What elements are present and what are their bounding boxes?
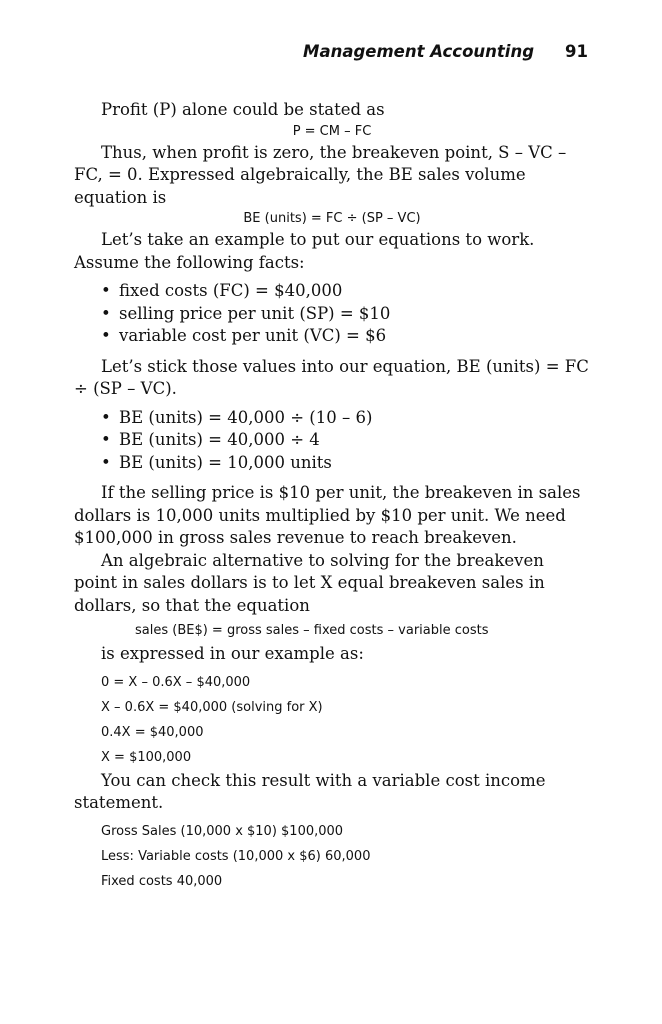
list-item: • BE (units) = 40,000 ÷ (10 – 6) (101, 407, 590, 430)
paragraph: is expressed in our example as: (101, 644, 364, 663)
paragraph: Let’s stick those values into our equation, BE (units) = FC ÷ (SP – VC). (74, 356, 589, 398)
algebra-line: 0 = X – 0.6X – $40,000 (101, 674, 251, 690)
income-line: Fixed costs 40,000 (101, 873, 223, 889)
list-item: • BE (units) = 40,000 ÷ 4 (101, 429, 590, 452)
algebra-steps (74, 670, 590, 770)
income-line: Gross Sales (10,000 x $10) $100,000 (101, 823, 344, 839)
algebra-line: X = $100,000 (101, 749, 192, 765)
algebra-line: X – 0.6X = $40,000 (solving for X) (101, 699, 323, 715)
running-header (0, 42, 662, 66)
paragraph: Thus, when profit is zero, the breakeven point, S – VC – FC, = 0. Expressed algebraically, the BE sales volume equation is (74, 142, 567, 207)
paragraph: An algebraic alternative to solving for the breakeven point in sales dollars is to let X equal breakeven sales in dollars, so that the equation (74, 550, 545, 615)
income-line: Less: Variable costs (10,000 x $6) 60,000 (101, 848, 371, 864)
algebra-line: 0.4X = $40,000 (101, 724, 204, 740)
equation-breakeven-units: BE (units) = FC ÷ (SP – VC) (243, 211, 421, 226)
paragraph: You can check this result with a variable cost income statement. (74, 770, 546, 812)
paragraph: Profit (P) alone could be stated as (101, 100, 385, 119)
paragraph: If the selling price is $10 per unit, the breakeven in sales dollars is 10,000 units multiplied by $10 per unit. We need $100,000 in gross sales revenue to reach breakeven. (74, 483, 581, 547)
breakeven-steps-list (74, 407, 590, 475)
body-text (74, 99, 590, 894)
paragraph: Let’s take an example to put our equations to work. Assume the following facts: (74, 230, 535, 272)
page-number: 91 (565, 42, 588, 61)
list-item: • selling price per unit (SP) = $10 (101, 303, 590, 326)
income-statement (74, 819, 590, 894)
list-item: • BE (units) = 10,000 units (101, 452, 590, 475)
facts-list (74, 280, 590, 348)
list-item: • fixed costs (FC) = $40,000 (101, 280, 590, 303)
list-item: • variable cost per unit (VC) = $6 (101, 325, 590, 348)
header-title: Management Accounting (303, 42, 534, 61)
equation-profit: P = CM – FC (292, 123, 372, 139)
equation-sales-breakeven: sales (BE$) = gross sales – fixed costs – variable costs (135, 623, 489, 638)
